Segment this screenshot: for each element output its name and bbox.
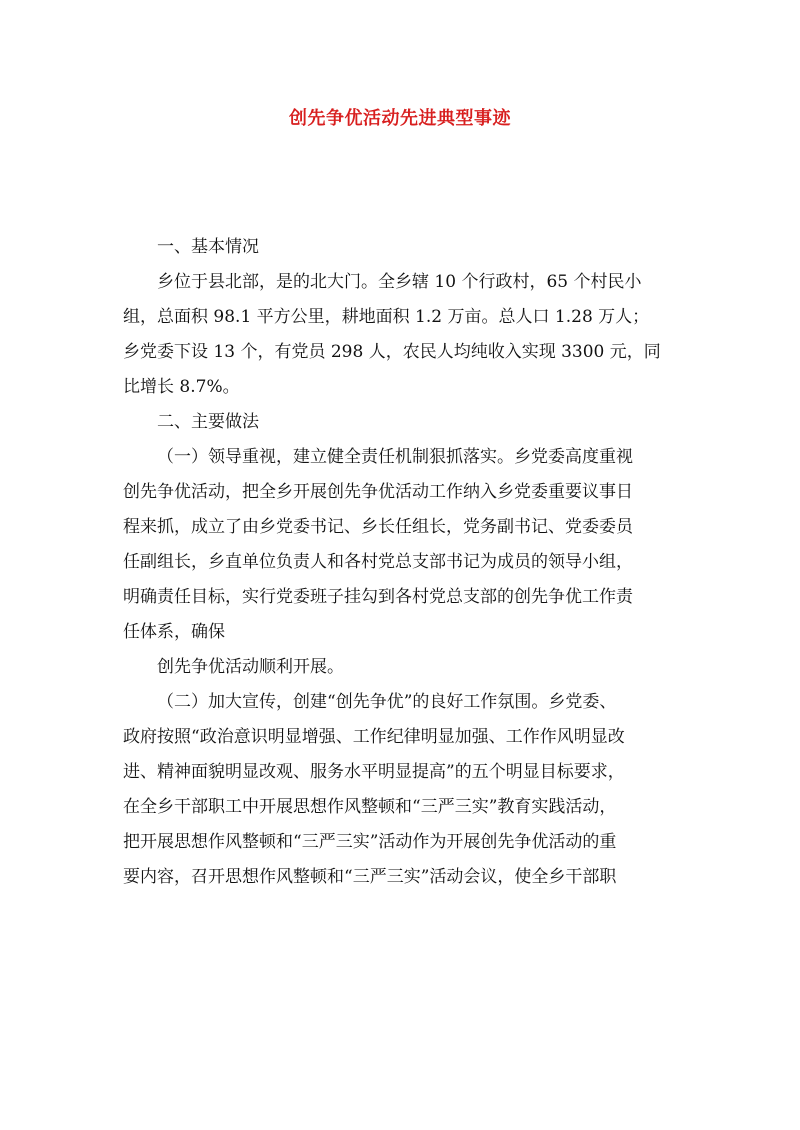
- paragraph-line: 任体系，确保: [123, 622, 225, 642]
- paragraph-line: 创先争优活动顺利开展。: [157, 657, 344, 677]
- paragraph-line: 进、精神面貌明显改观、服务水平明显提高”的五个明显目标要求，: [123, 762, 625, 782]
- paragraph-line: 组，总面积 98.1 平方公里，耕地面积 1.2 万亩。总人口 1.28 万人；: [123, 307, 650, 327]
- paragraph-line: 要内容，召开思想作风整顿和“三严三实”活动会议，使全乡干部职: [123, 867, 617, 887]
- section-heading-main-practices: 二、主要做法: [157, 412, 259, 432]
- paragraph-line: 乡位于县北部，是的北大门。全乡辖 10 个行政村，65 个村民小: [157, 272, 642, 292]
- paragraph-line: 把开展思想作风整顿和“三严三实”活动作为开展创先争优活动的重: [123, 832, 617, 852]
- section-heading-basic-info: 一、基本情况: [157, 237, 259, 257]
- paragraph-line: 政府按照“政治意识明显增强、工作纪律明显加强、工作作风明显改: [123, 727, 625, 747]
- paragraph-line: 比增长 8.7%。: [123, 377, 240, 397]
- paragraph-line: 创先争优活动，把全乡开展创先争优活动工作纳入乡党委重要议事日: [123, 482, 633, 502]
- paragraph-line: 任副组长，乡直单位负责人和各村党总支部书记为成员的领导小组，: [123, 552, 633, 572]
- paragraph-line: 乡党委下设 13 个，有党员 298 人，农民人均纯收入实现 3300 元，同: [123, 342, 661, 362]
- paragraph-line: 明确责任目标，实行党委班子挂勾到各村党总支部的创先争优工作责: [123, 587, 633, 607]
- document-title: 创先争优活动先进典型事迹: [289, 108, 511, 129]
- paragraph-line: 程来抓，成立了由乡党委书记、乡长任组长，党务副书记、党委委员: [123, 517, 633, 537]
- document-body: [123, 230, 688, 895]
- paragraph-line: （二）加大宣传，创建“创先争优”的良好工作氛围。乡党委、: [157, 692, 617, 712]
- paragraph-line: 在全乡干部职工中开展思想作风整顿和“三严三实”教育实践活动，: [123, 797, 617, 817]
- paragraph-line: （一）领导重视，建立健全责任机制狠抓落实。乡党委高度重视: [157, 447, 633, 467]
